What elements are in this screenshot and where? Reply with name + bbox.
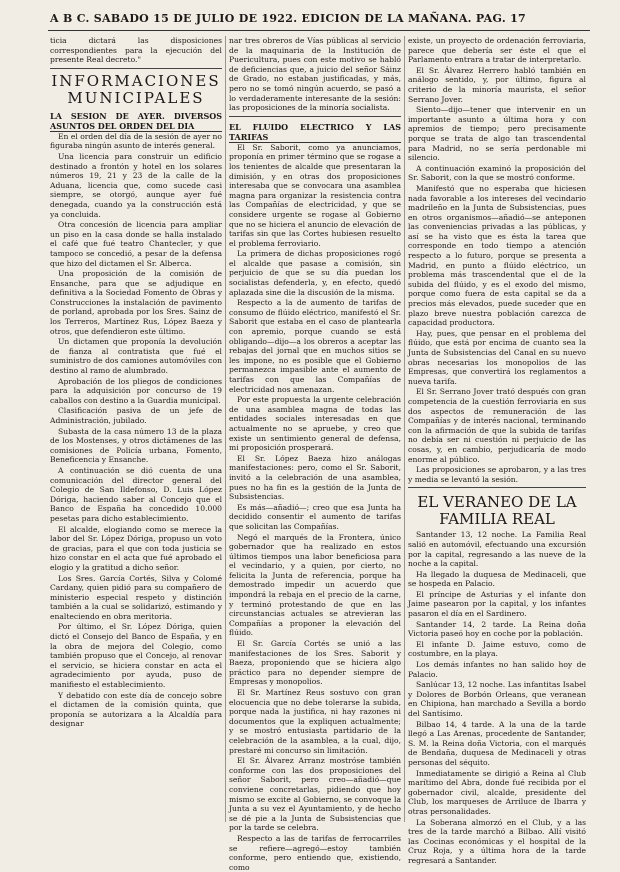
paragraph: Negó el marqués de la Frontera, único gobernador que ha realizado en estos últimos tiempos una labor beneficiosa para el vecindario, y a quien, por cierto, no felicita la Junta de referencia, porque ha demostrado impedir un acuerdo que impondrá la rebaja en el precio de la carne, y terminó protestando de que en las circunstancias actuales se atrevieran las Compañías a proponer la elevación del flúido. — [229, 532, 401, 638]
paragraph: Es más—añadió—; creo que esa Junta ha decidido consentir el aumento de tarifas que solicitan las Compañías. — [229, 502, 401, 531]
section-heading: INFORMACIONES MUNICIPALES — [51, 71, 221, 107]
paragraph: Inmediatamente se dirigió a Reina al Club marítimo del Abra, donde fué recibida por el gobernador civil, alcalde, presidente del Club, los marqueses de Arriluce de Ibarra y otras personalidades. — [408, 768, 586, 816]
paragraph: Ha llegado la duquesa de Medinaceli, que se hospeda en Palacio. — [408, 569, 586, 589]
paragraph: Y debatido con este día de concejo sobre el dictamen de la comisión quinta, que proponía se autorizara a la Alcaldía para designar — [50, 690, 222, 729]
paragraph: nar tres obreros de Vías públicas al servicio de la maquinaria de la Institución de Puericultura, pues con este motivo se habló de deficiencias que, a juicio del señor Sáinz de Grado, no estaban justificadas, y más, pero no se tomó ningún acuerdo, se pasó a lo verdaderamente interesante de la sesión: las proposiciones de la minoría socialista. — [229, 36, 401, 113]
paragraph: Una licencia para construir un edificio destinado a frontón y hotel en los solares números 19, 21 y 23 de la calle de la Aduana, licencia que, como sucede casi siempre, se otorgó, aunque ayer fué denegada, cuando ya la construcción está ya concluida. — [50, 151, 222, 219]
column-divider — [225, 36, 226, 822]
paragraph: El príncipe de Asturias y el infante don Jaime pasearon por la capital, y los infantes pasaron el día en el Sardinero. — [408, 589, 586, 619]
paragraph: Otra concesión de licencia para ampliar un piso en la casa donde se halla instalado el café que fué teatro Chantecler, y que tampoco se concedió, a pesar de la defensa que hizo del dictamen el Sr. Alberca. — [50, 220, 222, 268]
section-subheading: LA SESION DE AYER. DIVERSOS ASUNTOS DEL ORDEN DEL DIA — [50, 110, 222, 131]
paragraph: El Sr. Martínez Reus sostuvo con gran elocuencia que no debe tolerarse la subida, porque nada la justifica, ni hay razones ni documentos que la expliquen actualmente; y se mostró entusiasta partidario de la celebración de la asamblea, a la cual, dijo, prestaré mi concurso sin limitación. — [229, 688, 401, 755]
paragraph: Santander 13, 12 noche. La Familia Real salió en automóvil, efectuando una excursión por la capital, regresando a las nueve de la noche a la capital. — [408, 530, 586, 569]
header-rule — [48, 30, 590, 31]
paragraph: Los Sres. García Cortés, Silva y Colomé Cardany, quien pidió para su compañero de ministerio especial respeto y distinción también a la cual se solidarizó, estimando y enalteciendo en obra meritoria. — [50, 573, 222, 621]
paragraph: El Sr. Serrano Jover trató después con gran competencia de la cuestión ferroviaria en sus dos aspectos de remuneración de las Compañías y de interés nacional, terminando con la afirmación de que la subida de tarifas no debía ser ni cuestión ni perjuicio de las cosas, y, en cambio, perjudicaría de modo enorme al público. — [408, 387, 586, 464]
column-divider — [404, 36, 405, 822]
paragraph: A continuación examinó la proposición del Sr. Saborit, con la que se mostró conforme. — [408, 163, 586, 183]
paragraph: Manifestó que no esperaba que hiciesen nada favorable a los intereses del vecindario madrileño en la Junta de Subsistencias, pues en otros organismos—añadió—se anteponen las conveniencias privadas a las públicas, y así se ha visto que es ésta la tarea que corresponde en todo tiempo a atención respecto a lo futuro, porque se presenta a Madrid, en punto a flúido eléctrico, un problema más trascendental que el de la subida del flúido, y es el exodo del mismo, porque como fuera de esta capital se da a precios más elevados, puede suceder que en plazo breve nuestra población carezca de capacidad productora. — [408, 183, 586, 328]
paragraph: existe, un proyecto de ordenación ferroviaria, parece que debería ser éste el que el Parlamento entrara a tratar de interpretarlo. — [408, 36, 586, 65]
paragraph: El Sr. García Cortés se unió a las manifestaciones de los Sres. Saborit y Baeza, proponiendo que se hiciera algo práctico para no depender siempre de Empresas y monopolios. — [229, 639, 401, 687]
section-rule — [408, 487, 586, 488]
paragraph: En el orden del día de la sesión de ayer no figuraba ningún asunto de interés general. — [50, 131, 222, 151]
paragraph: El infante D. Jaime estuvo, como de costumbre, en la playa. — [408, 639, 586, 659]
paragraph: El Sr. Álvarez Arranz mostróse también conforme con las dos proposiciones del señor Saborit, pero creo—añadió—que conviene concretarlas, pidiendo que hoy mismo se excite al Gobierno, se convoque la Junta a su vez el Ayuntamiento, y de hecho se dé pie a la Junta de Subsistencias que por la tarde se celebra. — [229, 756, 401, 833]
paragraph: Sanlúcar 13, 12 noche. Las infantitas Isabel y Dolores de Borbón Orleans, que veranean en Chipiona, han marchado a Sevilla a bordo del Santísimo. — [408, 680, 586, 718]
paragraph: Respecto a la de aumento de tarifas de consumo de flúido eléctrico, manifestó el Sr. Saborit que estaba en el caso de plantearla con apremio, porque cuando se está obligando—dijo—a los obreros a aceptar las rebajas del jornal que en muchos sitios se les impone, no es posible que el Gobierno permanezca impasible ante el aumento de tarifas con que las Compañías de electricidad nos amenazan. — [229, 298, 401, 394]
intro-text: ticia dictará las disposiciones correspondientes para la ejecución del presente Real decreto." — [50, 36, 222, 65]
paragraph: A continuación se dió cuenta de una comunicación del director general del Colegio de San Ildefonso, D. Luis López Dóriga, haciendo saber al Concejo que el Banco de España ha concedido 10.000 pesetas para dicho establecimiento. — [50, 465, 222, 523]
paragraph: Bilbao 14, 4 tarde. A la una de la tarde llegó a Las Arenas, procedente de Santander, S. M. la Reina doña Victoria, con el marqués de Bendaña, duquesa de Medinaceli y otras personas del séquito. — [408, 719, 586, 767]
paragraph: Los demás infantes no han salido hoy de Palacio. — [408, 660, 586, 679]
page-header: A B C. SABADO 15 DE JULIO DE 1922. EDICION DE LA MAÑANA. PAG. 17 — [50, 12, 526, 25]
section-rule — [50, 68, 222, 69]
paragraph: El Sr. Saborit, como ya anunciamos, proponía en primer término que se rogase a los tenientes de alcalde que presentaran la dimisión, y en otras dos proposiciones interesaba que se convocara una asamblea magna para organizar la resistencia contra las Compañías de electricidad, y que se considere urgente se rogase al Gobierno que no se hiciera el anuncio de elevación de tarifas sin que las Cortes hubiesen resuelto el problema ferroviario. — [229, 142, 401, 248]
paragraph: Respecto a las de tarifas de ferrocarriles se refiere—agregó—estoy también conforme, pero entiendo que, existiendo, como — [229, 833, 401, 872]
section-heading: EL VERANEO DE LA FAMILIA REAL — [417, 493, 577, 529]
paragraph: Aprobación de los pliegos de condiciones para la adquisición por concurso de 19 caballos con destino a la Guardia municipal. — [50, 376, 222, 405]
paragraph: Subasta de la casa número 13 de la plaza de los Mostenses, y otros dictámenes de las comisiones de Policía urbana, Fomento, Beneficencia y Ensanche. — [50, 426, 222, 465]
column-2 — [229, 36, 401, 872]
paragraph: Un dictamen que proponía la devolución de fianza al contratista que fué el suministro de dos camiones automóviles con destino al ramo de alumbrado. — [50, 337, 222, 376]
paragraph: Clasificación pasiva de un jefe de Administración, jubilado. — [50, 406, 222, 425]
paragraph: Las proposiciones se aprobaron, y a las tres y media se levantó la sesión. — [408, 465, 586, 484]
paragraph: La Soberana almorzó en el Club, y a las tres de la tarde marchó a Bilbao. Allí visitó las Cocinas económicas y el hospital de la Cruz Roja, y a última hora de la tarde regresará a Santander. — [408, 817, 586, 865]
column-3 — [408, 36, 586, 865]
section-rule — [229, 116, 401, 117]
paragraph: Por este propuesta la urgente celebración de una asamblea magna de todas las entidades sociales interesadas en que actualmente no se apruebe, y creo que existe un sentimiento general de defensa, mi proposición prosperará. — [229, 395, 401, 453]
paragraph: El Sr. López Baeza hizo análogas manifestaciones: pero, como el Sr. Saborit, invitó a la celebración de una asamblea, pues no ha fin es la gestión de la Junta de Subsistencias. — [229, 453, 401, 502]
paragraph: Siento—dijo—tener que intervenir en un importante asunto a última hora y con apremios de tiempo; pero precisamente porque se trata de algo tan trascendental para Madrid, no se sería perdonable mi silencio. — [408, 105, 586, 163]
paragraph: La primera de dichas proposiciones rogó el alcalde que pasase a comisión, sin perjuicio de que se su día puedan los socialistas defenderla, y, en efecto, quedó aplazada sine die la discusión de la misma. — [229, 249, 401, 297]
paragraph: El Sr. Álvarez Herrero habló también en análogo sentido, y, por último, figura al criterio de la minoría maurista, el señor Serrano Jover. — [408, 65, 586, 104]
section-subheading: EL FLUIDO ELECTRICO Y LAS TARIFAS — [229, 121, 401, 142]
paragraph: Santander 14, 2 tarde. La Reina doña Victoria paseó hoy en coche por la población. — [408, 619, 586, 639]
paragraph: Una proposición de la comisión de Ensanche, para que se adjudique en definitiva a la Sociedad Fomento de Obras y Construcciones la instalación de pavimento de porland, aprobada por los Sres. Sainz de los Terreros, Martínez Rus, López Baeza y otros, que defendieron este último. — [50, 269, 222, 336]
paragraph: El alcalde, elogiando como se merece la labor del Sr. López Dóriga, propuso un voto de gracias, para el que con toda justicia se hizo constar en el acta que fué aprobado el elogio y la gratitud a dicho señor. — [50, 524, 222, 572]
paragraph: Por último, el Sr. López Dóriga, quien dictó el Consejo del Banco de España, y en la obra de mejora del Colegio, como también propuso que el Concejo, al renovar el servicio, se hiciera constar en acta el agradecimiento por ayuda, puso de manifiesto el establecimiento. — [50, 622, 222, 690]
paragraph: Hay, pues, que pensar en el problema del flúido, que está por encima de cuanto sea la Junta de Subsistencias del Canal en su nuevo obras necesarias los monopolios de las Empresas, que convertirá los reglamentos a nueva tarifa. — [408, 328, 586, 386]
column-1 — [50, 36, 222, 826]
